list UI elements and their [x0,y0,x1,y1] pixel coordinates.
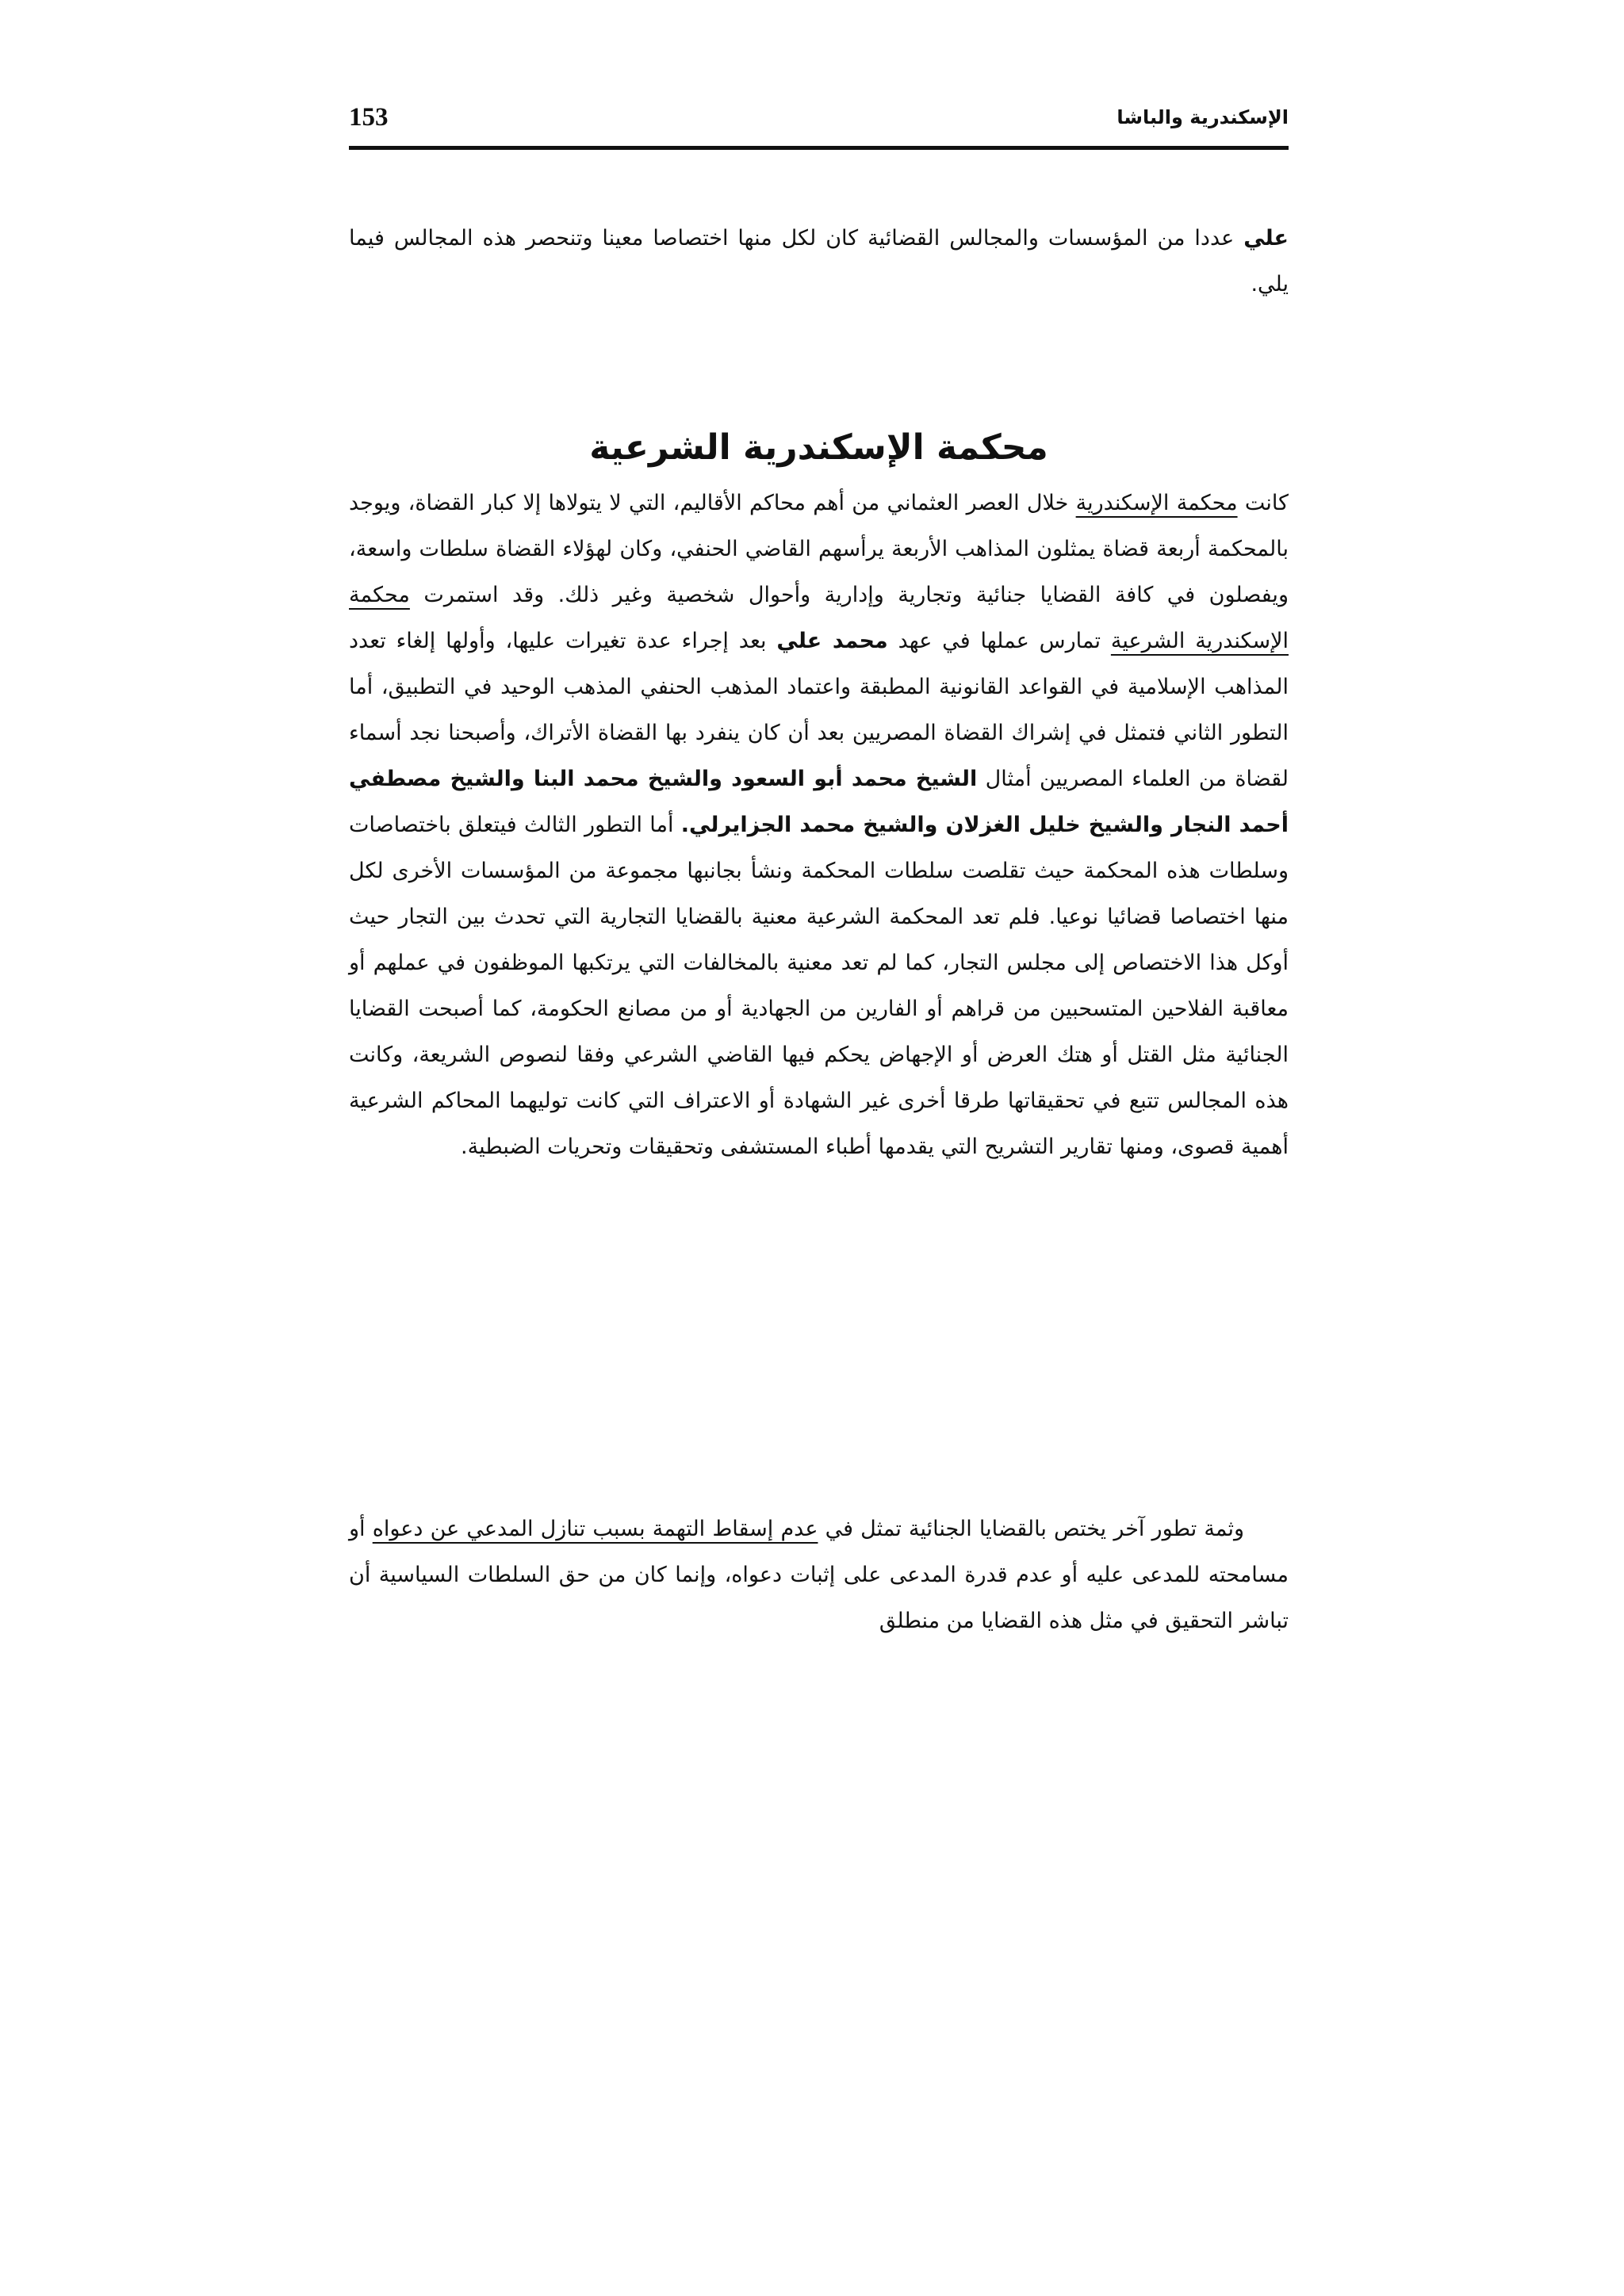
running-title: الإسكندرية والباشا [1116,106,1289,128]
intro-paragraph [349,216,1289,308]
p2-underline-1: عدم إسقاط التهمة بسبب تنازل المدعي عن دعواه [372,1517,818,1541]
main-paragraph [349,480,1289,1170]
p1-underline-2: محكمة الإسكندرية الشرعية [349,583,1289,653]
p1-text-1: كانت [1237,491,1289,515]
p1-underline-1: محكمة الإسكندرية [1075,491,1238,515]
p1-text-5: أما التطور الثالث فيتعلق باختصاصات وسلطات هذه المحكمة حيث تقلصت سلطات المحكمة ونشأ بجانبها مجموعة من المؤسسات الأخرى لكل منها اختصاصا قضائيا نوعيا. فلم تعد المحكمة الشرعية معنية بالقضايا التجارية التي تحدث بين التجار حيث أوكل هذا الاختصاص إلى مجلس التجار، كما لم تعد معنية بالمخالفات التي يرتكبها الموظفون في عملهم أو معاقبة الفلاحين المتسحبين من قراهم أو الفارين من الجهادية أو من مصانع الحكومة، كما أصبحت القضايا الجنائية مثل القتل أو هتك العرض أو الإجهاض يحكم فيها القاضي الشرعي وفقا لنصوص الشريعة، وكانت هذه المجالس تتبع في تحقيقاتها طرقا أخرى غير الشهادة أو الاعتراف التي كانت توليهما المحاكم الشرعية أهمية قصوى، ومنها تقارير التشريح التي يقدمها أطباء المستشفى وتحقيقات وتحريات الضبطية. [349,813,1289,1159]
p1-text-2: خلال العصر العثماني من أهم محاكم الأقاليم، التي لا يتولاها إلا كبار القضاة، ويوجد بالمحكمة أربعة قضاة يمثلون المذاهب الأربعة يرأسهم القاضي الحنفي، وكان لهؤلاء القضاة سلطات واسعة، ويفصلون في كافة القضايا جنائية وتجارية وإدارية وأحوال شخصية وغير ذلك. وقد استمرت [349,491,1289,607]
p2-text-2: أو مسامحته للمدعى عليه أو عدم قدرة المدعى على إثبات دعواه، وإنما كان من حق السلطات السياسية أن تباشر التحقيق في مثل هذه القضايا من منطلق [349,1517,1289,1633]
last-paragraph [349,1506,1289,1644]
page-header [349,97,1289,144]
header-rule [349,146,1289,150]
intro-text: عددا من المؤسسات والمجالس القضائية كان لكل منها اختصاصا معينا وتنحصر هذه المجالس فيما يلي. [349,226,1289,297]
p2-text-1: وثمة تطور آخر يختص بالقضايا الجنائية تمثل في [818,1517,1244,1541]
page-number: 153 [349,103,389,132]
section-heading: محكمة الإسكندرية الشرعية [589,427,1048,468]
p1-text-4: بعد إجراء عدة تغيرات عليها، وأولها إلغاء تعدد المذاهب الإسلامية في القواعد القانونية المطبقة واعتماد المذهب الحنفي المذهب الوحيد في التطبيق، أما التطور الثاني فتمثل في إشراك القضاة المصريين بعد أن كان ينفرد بها القضاة الأتراك، وأصبحنا نجد أسماء لقضاة من العلماء المصريين أمثال [349,629,1289,791]
p1-text-3: تمارس عملها في عهد [887,629,1111,653]
intro-name-bold: علي [1243,226,1289,251]
p1-bold-2: الشيخ محمد أبو السعود والشيخ محمد البنا والشيخ مصطفي أحمد النجار والشيخ خليل الغزلان والشيخ محمد الجزايرلي. [349,767,1289,837]
p1-bold-1: محمد علي [776,629,888,653]
